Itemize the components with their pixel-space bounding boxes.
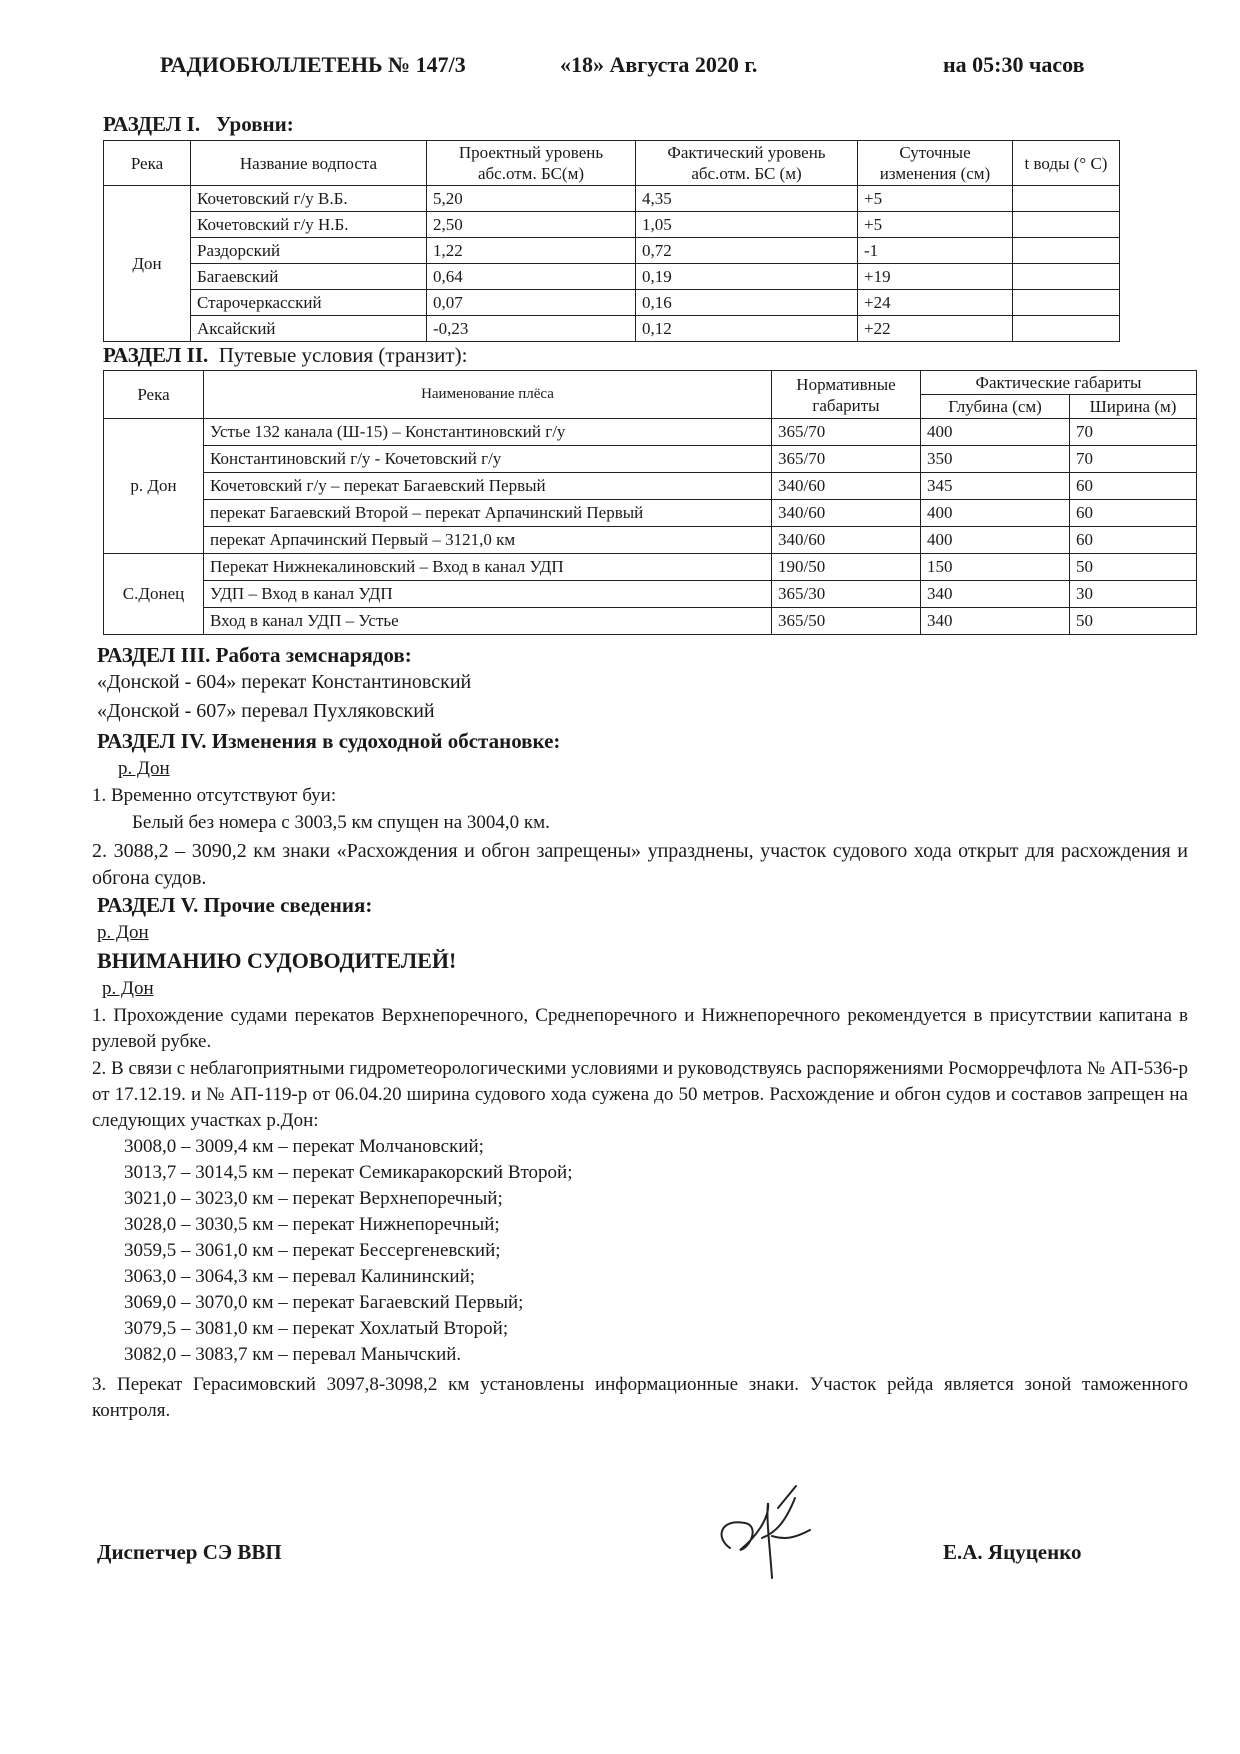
- dredger-line: «Донской - 604» перекат Константиновский: [97, 671, 472, 693]
- table-row: [104, 419, 1197, 446]
- section4-title: РАЗДЕЛ IV. Изменения в судоходной обстановке:: [97, 729, 561, 753]
- levels-river: Дон: [104, 186, 191, 342]
- table-row: [104, 290, 1120, 316]
- table-row: [104, 446, 1197, 473]
- stretch-name: Устье 132 канала (Ш-15) – Константиновский г/у: [204, 419, 772, 446]
- project-level: 1,22: [427, 238, 636, 264]
- normative-size: 340/60: [772, 473, 921, 500]
- route-header-row: [104, 371, 1197, 395]
- water-temp: [1013, 212, 1120, 238]
- station-name: Багаевский: [191, 264, 427, 290]
- table-row: [104, 316, 1120, 342]
- daily-change: +19: [858, 264, 1013, 290]
- actual-depth: 350: [921, 446, 1070, 473]
- route-col-river: Река: [104, 371, 204, 419]
- project-level: 0,07: [427, 290, 636, 316]
- route-col-depth: Глубина (см): [921, 395, 1070, 419]
- actual-depth: 345: [921, 473, 1070, 500]
- project-level: 0,64: [427, 264, 636, 290]
- bulletin-date: «18» Августа 2020 г.: [560, 52, 758, 77]
- daily-change: -1: [858, 238, 1013, 264]
- stretch-name: Кочетовский г/у – перекат Багаевский Первый: [204, 473, 772, 500]
- section2-title: РАЗДЕЛ II.: [103, 343, 209, 367]
- list-item: 3082,0 – 3083,7 км – перевал Манычский.: [124, 1344, 462, 1365]
- route-col-normative: Нормативные габариты: [772, 371, 921, 419]
- water-temp: [1013, 316, 1120, 342]
- table-row: [104, 527, 1197, 554]
- normative-size: 365/70: [772, 419, 921, 446]
- daily-change: +24: [858, 290, 1013, 316]
- table-row: [104, 473, 1197, 500]
- stretch-name: УДП – Вход в канал УДП: [204, 581, 772, 608]
- project-level: 2,50: [427, 212, 636, 238]
- stretch-name: Вход в канал УДП – Устье: [204, 608, 772, 635]
- actual-depth: 400: [921, 500, 1070, 527]
- table-row: [104, 554, 1197, 581]
- actual-depth: 340: [921, 581, 1070, 608]
- table-row: [104, 264, 1120, 290]
- table-row: [104, 500, 1197, 527]
- daily-change: +5: [858, 212, 1013, 238]
- list-item: 3013,7 – 3014,5 км – перекат Семикаракорский Второй;: [124, 1162, 573, 1183]
- levels-table: [103, 140, 1120, 342]
- attention-item2: 2. В связи с неблагоприятными гидрометеорологическими условиями и руководствуясь распоряжениями Росморречфлота № АП-536-р от 17.12.19. и № АП-119-р от 06.04.20 ширина судового хода сужена до 50 метров. Расхождение и обгон судов и составов запрещен на следующих участках р.Дон:: [92, 1058, 1188, 1131]
- section4-item1-detail: Белый без номера с 3003,5 км спущен на 3004,0 км.: [132, 812, 550, 833]
- actual-level: 0,16: [636, 290, 858, 316]
- actual-width: 50: [1070, 608, 1197, 635]
- route-col-name: Наименование плёса: [204, 371, 772, 419]
- route-col-actual: Фактические габариты: [921, 371, 1197, 395]
- table-row: [104, 186, 1120, 212]
- project-level: -0,23: [427, 316, 636, 342]
- section4-item1-title: 1. Временно отсутствуют буи:: [92, 785, 337, 806]
- daily-change: +5: [858, 186, 1013, 212]
- normative-size: 340/60: [772, 527, 921, 554]
- list-item: 3069,0 – 3070,0 км – перекат Багаевский Первый;: [124, 1292, 524, 1313]
- list-item: 3079,5 – 3081,0 км – перекат Хохлатый Второй;: [124, 1318, 509, 1339]
- station-name: Старочеркасский: [191, 290, 427, 316]
- section1-heading: [103, 112, 294, 137]
- stretch-name: Перекат Нижнекалиновский – Вход в канал УДП: [204, 554, 772, 581]
- actual-width: 70: [1070, 446, 1197, 473]
- water-temp: [1013, 238, 1120, 264]
- list-item: 3059,5 – 3061,0 км – перекат Бессергеневский;: [124, 1240, 501, 1261]
- normative-size: 365/70: [772, 446, 921, 473]
- levels-col-temp: t воды (° C): [1013, 141, 1120, 186]
- water-temp: [1013, 186, 1120, 212]
- actual-level: 0,72: [636, 238, 858, 264]
- actual-depth: 340: [921, 608, 1070, 635]
- water-temp: [1013, 290, 1120, 316]
- normative-size: 365/50: [772, 608, 921, 635]
- levels-col-project: Проектный уровень абс.отм. БС(м): [427, 141, 636, 186]
- actual-width: 60: [1070, 473, 1197, 500]
- actual-depth: 400: [921, 419, 1070, 446]
- restricted-segments-list: [124, 1134, 573, 1368]
- levels-header-row: [104, 141, 1120, 186]
- attention-item3: 3. Перекат Герасимовский 3097,8-3098,2 км установлены информационные знаки. Участок рейда является зоной таможенного контроля.: [92, 1374, 1188, 1421]
- route-river: р. Дон: [104, 419, 204, 554]
- section2-subtitle: Путевые условия (транзит):: [218, 343, 468, 367]
- section5-river: р. Дон: [97, 922, 149, 943]
- list-item: 3021,0 – 3023,0 км – перекат Верхнепоречный;: [124, 1188, 503, 1209]
- stretch-name: Константиновский г/у - Кочетовский г/у: [204, 446, 772, 473]
- actual-level: 0,19: [636, 264, 858, 290]
- section3-title: РАЗДЕЛ III. Работа земснарядов:: [97, 643, 412, 667]
- levels-col-river: Река: [104, 141, 191, 186]
- levels-col-actual: Фактический уровень абс.отм. БС (м): [636, 141, 858, 186]
- signer-name: Е.А. Яцуценко: [943, 1540, 1082, 1564]
- bulletin-time: на 05:30 часов: [943, 52, 1085, 77]
- list-item: 3008,0 – 3009,4 км – перекат Молчановский;: [124, 1136, 484, 1157]
- actual-depth: 400: [921, 527, 1070, 554]
- attention-river: р. Дон: [102, 978, 154, 999]
- table-row: [104, 608, 1197, 635]
- water-temp: [1013, 264, 1120, 290]
- actual-width: 70: [1070, 419, 1197, 446]
- attention-title: ВНИМАНИЮ СУДОВОДИТЕЛЕЙ!: [97, 948, 457, 973]
- section4-river: р. Дон: [118, 758, 170, 779]
- actual-width: 60: [1070, 500, 1197, 527]
- section2-heading: [103, 343, 467, 368]
- stretch-name: перекат Арпачинский Первый – 3121,0 км: [204, 527, 772, 554]
- section4-item2: 2. 3088,2 – 3090,2 км знаки «Расхождения и обгон запрещены» упразднены, участок судового хода открыт для расхождения и обгона судов.: [92, 840, 1188, 889]
- bulletin-number: РАДИОБЮЛЛЕТЕНЬ № 147/3: [160, 52, 466, 77]
- levels-col-change: Суточные изменения (см): [858, 141, 1013, 186]
- signature-scribble: [700, 1478, 820, 1588]
- dredger-line: «Донской - 607» перевал Пухляковский: [97, 700, 435, 722]
- actual-depth: 150: [921, 554, 1070, 581]
- actual-width: 30: [1070, 581, 1197, 608]
- route-river: С.Донец: [104, 554, 204, 635]
- daily-change: +22: [858, 316, 1013, 342]
- normative-size: 365/30: [772, 581, 921, 608]
- station-name: Раздорский: [191, 238, 427, 264]
- station-name: Аксайский: [191, 316, 427, 342]
- section1-subtitle: Уровни:: [215, 112, 294, 136]
- normative-size: 340/60: [772, 500, 921, 527]
- actual-level: 1,05: [636, 212, 858, 238]
- table-row: [104, 212, 1120, 238]
- project-level: 5,20: [427, 186, 636, 212]
- list-item: 3063,0 – 3064,3 км – перевал Калининский;: [124, 1266, 476, 1287]
- actual-level: 4,35: [636, 186, 858, 212]
- section1-title: РАЗДЕЛ I.: [103, 112, 201, 136]
- actual-width: 50: [1070, 554, 1197, 581]
- route-col-width: Ширина (м): [1070, 395, 1197, 419]
- station-name: Кочетовский г/у Н.Б.: [191, 212, 427, 238]
- station-name: Кочетовский г/у В.Б.: [191, 186, 427, 212]
- table-row: [104, 238, 1120, 264]
- levels-col-station: Название водпоста: [191, 141, 427, 186]
- stretch-name: перекат Багаевский Второй – перекат Арпачинский Первый: [204, 500, 772, 527]
- actual-level: 0,12: [636, 316, 858, 342]
- route-table: [103, 370, 1197, 635]
- list-item: 3028,0 – 3030,5 км – перекат Нижнепоречный;: [124, 1214, 500, 1235]
- attention-item1: 1. Прохождение судами перекатов Верхнепоречного, Среднепоречного и Нижнепоречного рекомендуется в присутствии капитана в рулевой рубке.: [92, 1005, 1188, 1052]
- normative-size: 190/50: [772, 554, 921, 581]
- actual-width: 60: [1070, 527, 1197, 554]
- table-row: [104, 581, 1197, 608]
- section5-title: РАЗДЕЛ V. Прочие сведения:: [97, 893, 373, 917]
- signer-role: Диспетчер СЭ ВВП: [97, 1540, 282, 1564]
